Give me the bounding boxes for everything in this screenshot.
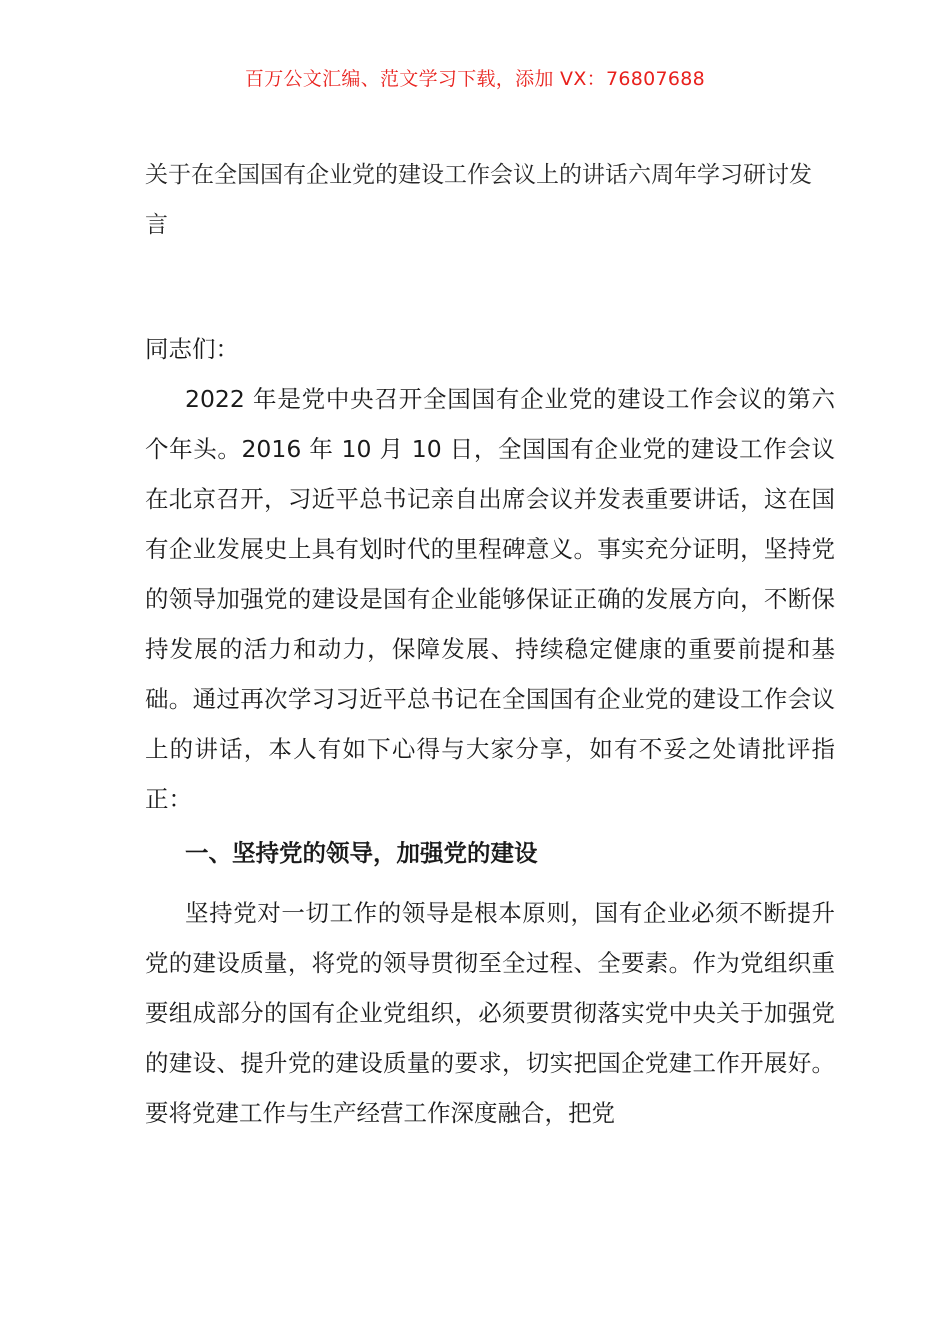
paragraph-1: 2022 年是党中央召开全国国有企业党的建设工作会议的第六个年头。2016 年 10 月 10 日，全国国有企业党的建设工作会议在北京召开，习近平总书记亲自出席会议并发表重要讲话，这在国有企业发展史上具有划时代的里程碑意义。事实充分证明，坚持党的领导加强党的建设是国有企业能够保证正确的发展方向，不断保持发展的活力和动力，保障发展、持续稳定健康的重要前提和基础。通过再次学习习近平总书记在全国国有企业党的建设工作会议上的讲话，本人有如下心得与大家分享，如有不妥之处请批评指正： (145, 385, 835, 813)
document-title: 关于在全国国有企业党的建设工作会议上的讲话六周年学习研讨发言 (145, 162, 812, 238)
paragraph-2: 坚持党对一切工作的领导是根本原则，国有企业必须不断提升党的建设质量，将党的领导贯彻至全过程、全要素。作为党组织重要组成部分的国有企业党组织，必须要贯彻落实党中央关于加强党的建设、提升党的建设质量的要求，切实把国企党建工作开展好。要将党建工作与生产经营工作深度融合，把党 (145, 899, 835, 1127)
greeting: 同志们： (145, 335, 239, 363)
document-body (145, 324, 835, 1138)
watermark-header: 百万公文汇编、范文学习下载，添加 VX：76807688 (244, 68, 706, 90)
section-heading-1: 一、坚持党的领导，加强党的建设 (185, 839, 538, 867)
